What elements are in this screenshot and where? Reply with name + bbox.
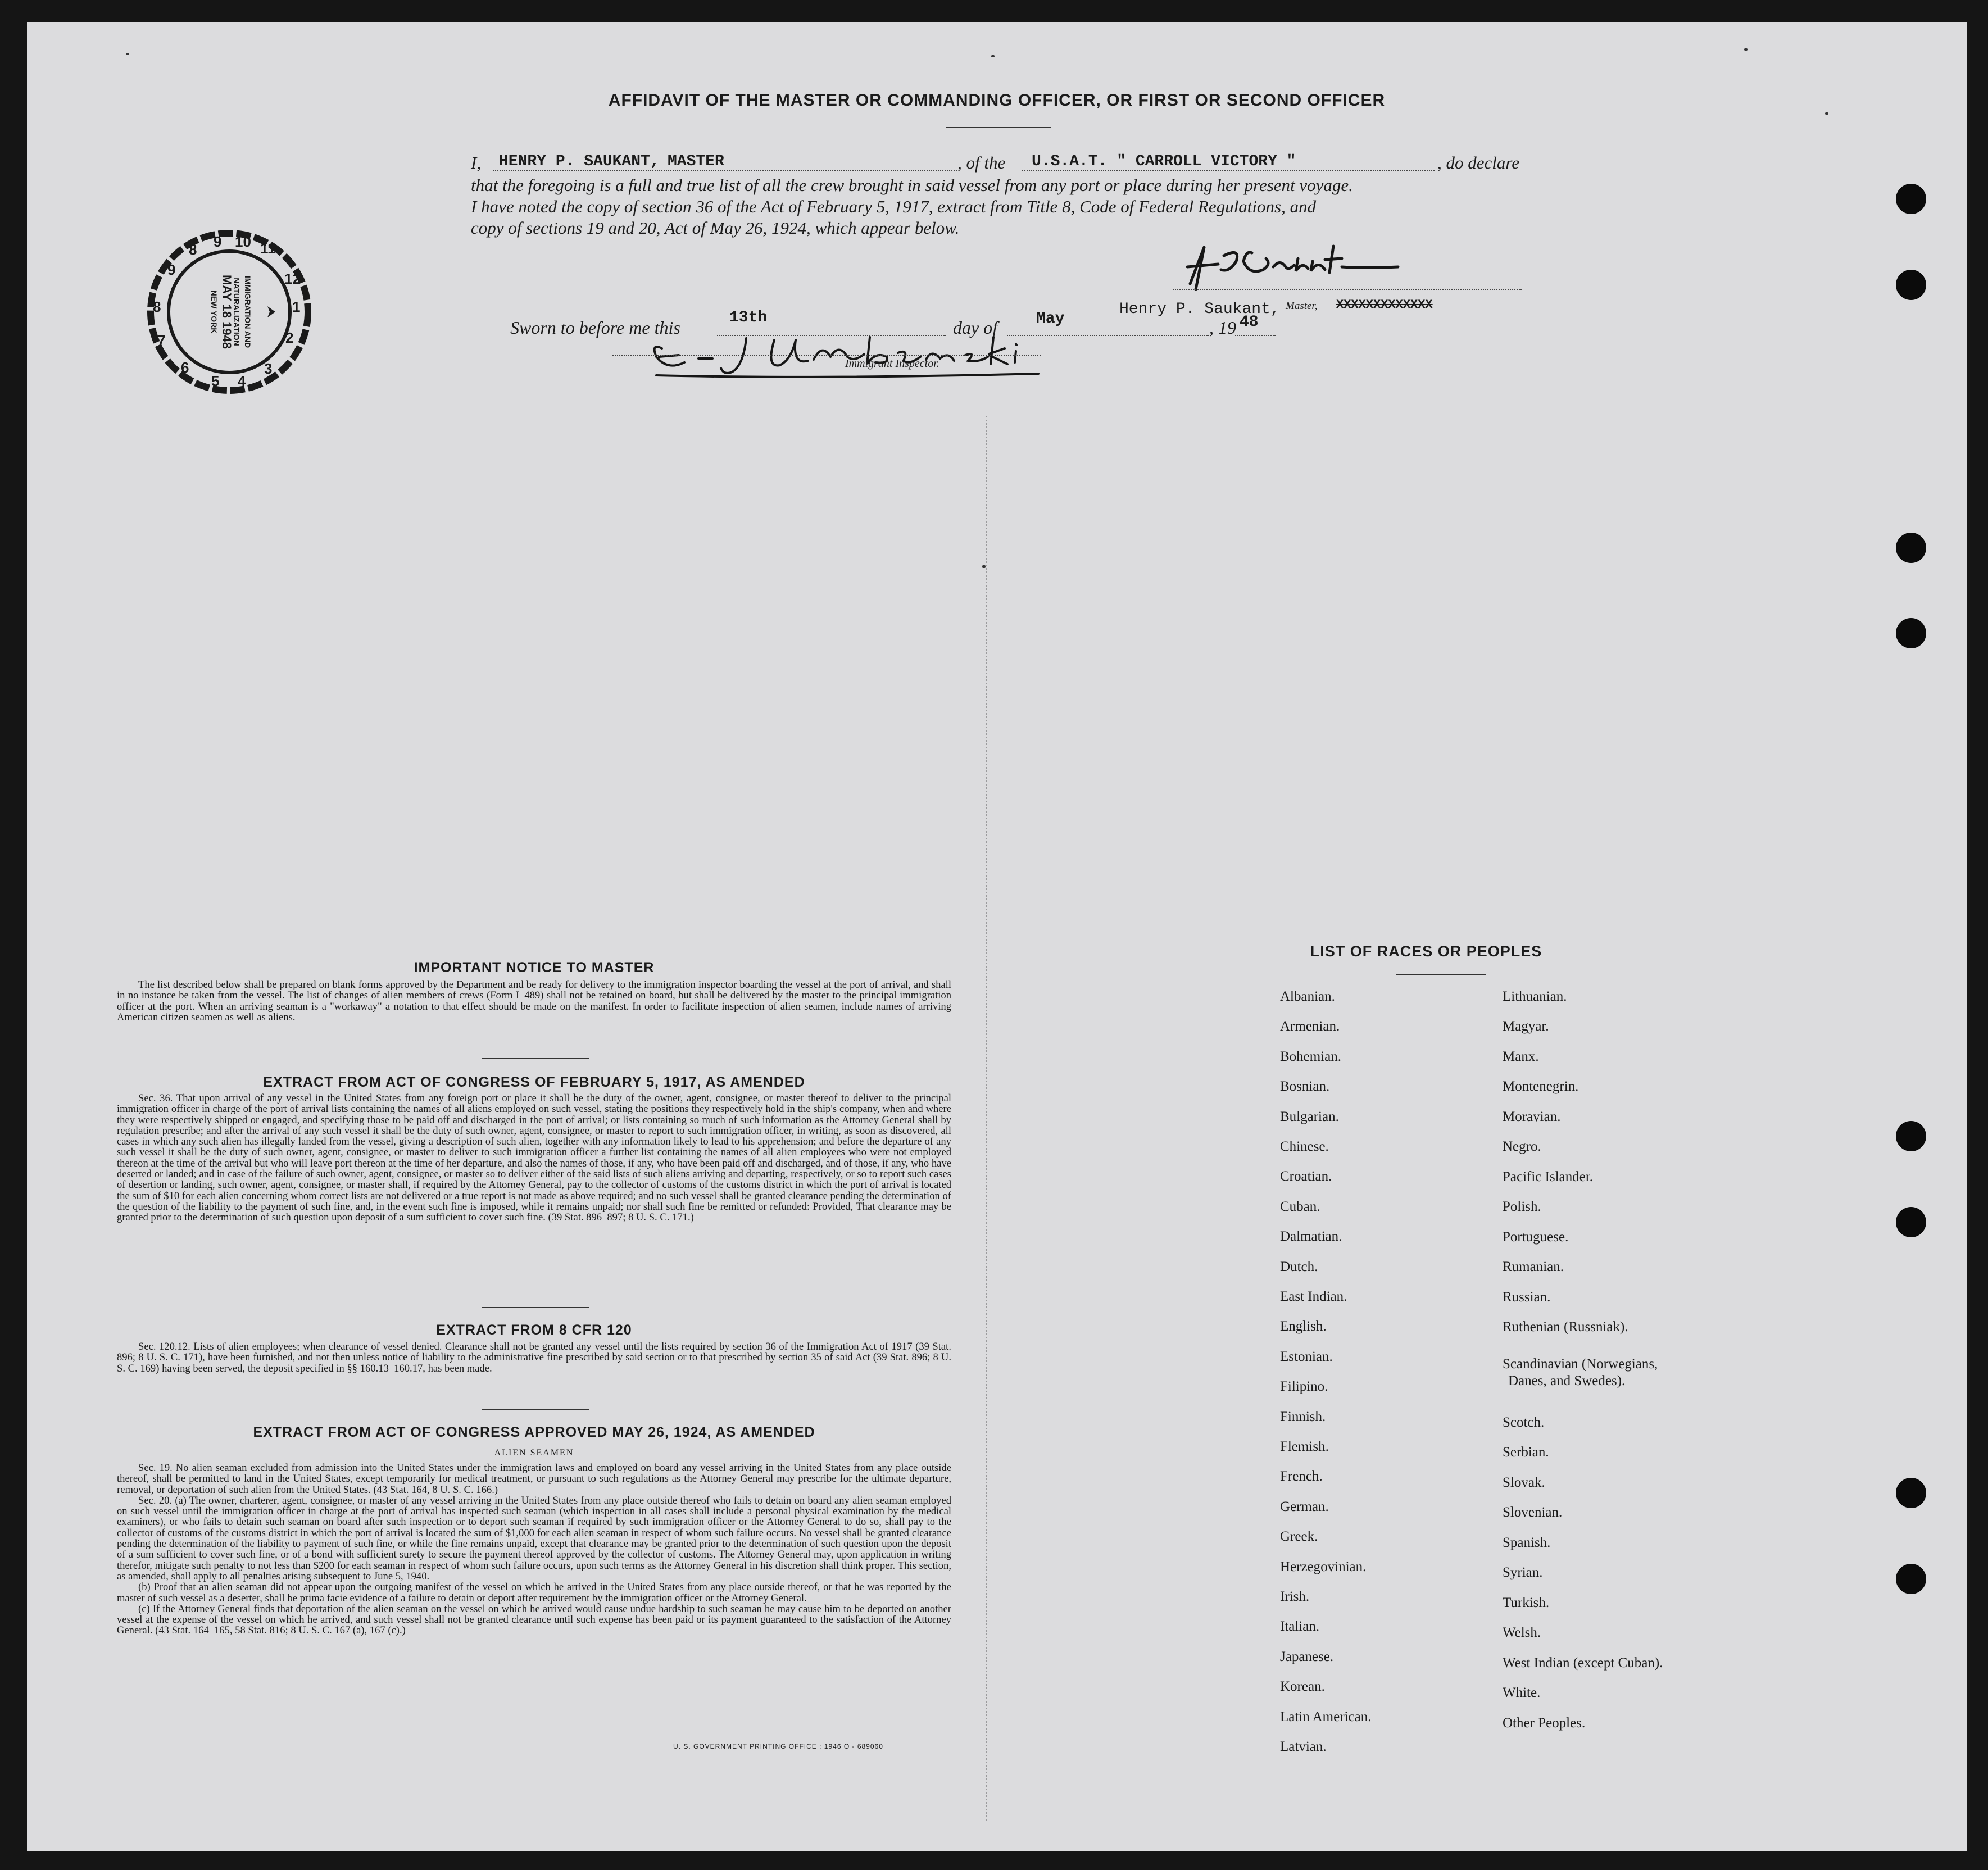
- extract-1917-text: [117, 1093, 951, 1223]
- page-fold: [986, 416, 987, 1821]
- race-item: Other Peoples.: [1503, 1715, 1586, 1731]
- race-item: Slovenian.: [1503, 1505, 1563, 1520]
- race-item: Spanish.: [1503, 1535, 1551, 1550]
- master-label: Master,: [1286, 300, 1318, 312]
- race-item: Estonian.: [1280, 1349, 1333, 1364]
- race-item: Manx.: [1503, 1049, 1539, 1064]
- race-item: Greek.: [1280, 1529, 1318, 1545]
- extract-1917-title: EXTRACT FROM ACT OF CONGRESS OF FEBRUARY 5, 1917, AS AMENDED: [263, 1074, 805, 1090]
- race-item: Irish.: [1280, 1589, 1310, 1604]
- sworn-year: 48: [1240, 314, 1259, 331]
- section-20b-paragraph: (b) Proof that an alien seaman did not appear upon the outgoing manifest of the vessel on which he arrived in the United States from any place outside thereof, or that he was reported by the master of such vessel as a deserter, shall be prima facie evidence of a failure to detain or deport after requirement by the immigration officer or the Attorney General.: [117, 1581, 951, 1604]
- inspector-signature: [645, 326, 1050, 382]
- declaration-line-4: copy of sections 19 and 20, Act of May 26, 1924, which appear below.: [471, 218, 960, 238]
- race-item: Slovak.: [1503, 1475, 1545, 1490]
- affidavit-title: AFFIDAVIT OF THE MASTER OR COMMANDING OFFICER, OR FIRST OR SECOND OFFICER: [608, 91, 1386, 110]
- race-item: Magyar.: [1503, 1019, 1549, 1034]
- document-page: [27, 22, 1967, 1851]
- binder-hole: [1896, 184, 1926, 214]
- svg-text:8: 8: [153, 298, 161, 315]
- master-signature-line: [1173, 289, 1522, 290]
- race-item: White.: [1503, 1685, 1541, 1700]
- of-the-label: , of the: [957, 153, 1006, 173]
- notice-title: IMPORTANT NOTICE TO MASTER: [414, 960, 655, 975]
- section-rule: [482, 1058, 589, 1059]
- svg-text:NATURALIZATION: NATURALIZATION: [232, 278, 241, 346]
- race-item: Cuban.: [1280, 1199, 1320, 1214]
- race-item: Welsh.: [1503, 1625, 1541, 1640]
- race-item: Japanese.: [1280, 1649, 1334, 1664]
- race-item: Lithuanian.: [1503, 989, 1567, 1004]
- race-item: Russian.: [1503, 1290, 1551, 1305]
- svg-text:3: 3: [264, 360, 273, 377]
- sworn-label: Sworn to before me this: [510, 317, 680, 338]
- master-rank: MASTER: [668, 153, 724, 170]
- name-dotted-line: [493, 170, 957, 171]
- race-item: Bulgarian.: [1280, 1109, 1339, 1124]
- race-item: Bohemian.: [1280, 1049, 1342, 1064]
- svg-text:10: 10: [235, 233, 251, 250]
- races-title-rule: [1396, 974, 1486, 975]
- day-of-label: day of: [953, 317, 998, 338]
- svg-text:6: 6: [181, 359, 189, 376]
- binder-hole: [1896, 270, 1926, 300]
- race-item: Croatian.: [1280, 1169, 1332, 1184]
- inspector-signature-line: [612, 355, 1041, 356]
- section-rule: [482, 1307, 589, 1308]
- title-rule: [946, 127, 1051, 128]
- race-item: Pacific Islander.: [1503, 1169, 1594, 1184]
- sworn-day: 13th: [729, 309, 768, 326]
- section-rule: [482, 1409, 589, 1410]
- race-item: Turkish.: [1503, 1595, 1550, 1610]
- svg-text:1: 1: [292, 298, 301, 315]
- svg-text:4: 4: [238, 373, 246, 389]
- svg-text:7: 7: [157, 332, 166, 349]
- declaration-prefix: I,: [471, 153, 482, 173]
- race-item: Rumanian.: [1503, 1259, 1564, 1274]
- extract-1924-text: [117, 1463, 951, 1636]
- race-item: East Indian.: [1280, 1289, 1347, 1304]
- sworn-month: May: [1036, 310, 1065, 328]
- speck: [1744, 48, 1748, 51]
- vessel-dotted-line: [1022, 170, 1435, 171]
- extract-cfr-text: [117, 1341, 951, 1374]
- section-20a-paragraph: Sec. 20. (a) The owner, charterer, agent, consignee, or master of any vessel arriving in the United States from any place outside thereof who fails to detain on board any alien seaman employed on such vessel until the immigration officer in charge at the port of arrival has inspected such seaman (which inspection in all cases shall include a personal physical examination by the medical examiners), or who fails to detain such seaman on board after such inspection or to deport such seaman if required by such immigration officer or the Attorney General to do so, shall pay to the collector of customs of the customs district in which the port of arrival is located the sum of $1,000 for each alien seaman in respect of whom such failure occurs. No vessel shall be granted clearance pending the determination of the liability to payment of such fine, or while the fine remains unpaid, except that clearance may be granted prior to the determination of such question upon the deposit of a sum sufficient to cover such fine, or of a bond with sufficient surety to secure the payment thereof approved by the collector of customs. The Attorney General may, upon application in writing therefor, mitigate such penalty to not less than $200 for each seaman in respect of whom such failure occurs, upon such terms as the Attorney General in his discretion shall think proper. This section, as amended, shall apply to all penalties arising subsequent to June 5, 1940.: [117, 1494, 951, 1582]
- binder-hole: [1896, 533, 1926, 563]
- declare-label: , do declare: [1437, 153, 1520, 173]
- race-item: Scotch.: [1503, 1415, 1545, 1430]
- race-item: Dutch.: [1280, 1259, 1318, 1274]
- race-item: Italian.: [1280, 1619, 1320, 1635]
- notice-text: [117, 979, 951, 1023]
- master-name: HENRY P. SAUKANT,: [499, 153, 660, 170]
- race-item: West Indian (except Cuban).: [1503, 1655, 1663, 1671]
- svg-text:5: 5: [211, 373, 220, 389]
- svg-text:2: 2: [285, 329, 294, 346]
- race-item: English.: [1280, 1319, 1327, 1335]
- speck: [991, 55, 995, 57]
- race-item: Ruthenian (Russniak).: [1503, 1319, 1628, 1335]
- alien-seamen-subtitle: ALIEN SEAMEN: [494, 1448, 574, 1458]
- race-item: German.: [1280, 1499, 1329, 1514]
- race-item: Negro.: [1503, 1139, 1541, 1154]
- race-item: Dalmatian.: [1280, 1229, 1342, 1245]
- binder-hole: [1896, 1478, 1926, 1508]
- year-prefix: , 19: [1209, 317, 1236, 338]
- svg-text:8: 8: [189, 241, 197, 258]
- binder-hole: [1896, 1207, 1926, 1237]
- binder-hole: [1896, 618, 1926, 648]
- svg-text:IMMIGRATION AND: IMMIGRATION AND: [243, 275, 252, 348]
- race-item: Portuguese.: [1503, 1229, 1569, 1245]
- race-item: Montenegrin.: [1503, 1079, 1579, 1094]
- speck: [126, 53, 129, 55]
- extract-cfr-title: EXTRACT FROM 8 CFR 120: [436, 1322, 632, 1338]
- binder-hole: [1896, 1564, 1926, 1594]
- race-item: Herzegovinian.: [1280, 1559, 1367, 1574]
- vessel-name: U.S.A.T. " CARROLL VICTORY ": [1032, 153, 1296, 170]
- race-item: Albanian.: [1280, 989, 1335, 1004]
- svg-text:9: 9: [167, 261, 176, 278]
- immigrant-inspector-label: Immigrant Inspector.: [845, 357, 939, 370]
- extract-1917-paragraph: Sec. 36. That upon arrival of any vessel in the United States from any foreign port or place it shall be the duty of the owner, agent, consignee, or master thereof to deliver to the principal immigration officer in charge of the port of arrival lists containing the names of all aliens employed on such vessel, stating the positions they respectively hold in the ship's company, when and where they were respectively shipped or engaged, and specifying those to be paid off and discharged in the port of arrival; or lists containing so much of such information as the Attorney General shall by regulation prescribe; and after the arrival of any such vessel it shall be the duty of such owner, agent, consignee, or master to report to such immigration officer, in writing, as soon as discovered, all cases in which any such alien has illegally landed from the vessel, giving a description of such alien, together with any information likely to lead to his apprehension; and before the departure of any such vessel it shall be the duty of such owner, agent, consignee, or master to deliver to such immigration officer a further list containing the names of all alien employees who were not employed thereon at the time of the arrival but who will leave port thereon at the time of her departure, and also the names of those, if any, who have been paid off and discharged, and of those, if any, who have deserted or landed; and in case of the failure of such owner, agent, consignee, or master so to deliver either of the said lists of such aliens arriving and departing, respectively, or so to report such cases of desertion or landing, such owner, agent, consignee, or master shall, if required by the Attorney General, pay to the collector of customs of the customs district in which the port of arrival is located the sum of $10 for each alien concerning whom correct lists are not delivered or a true report is not made as above required; and no such vessel shall be granted clearance pending the determination of the question of the liability to the payment of such fine, and, in the event such fine is imposed, while it remains unpaid; nor shall such fine be remitted or refunded: Provided, That clearance may be granted prior to the determination of such question upon deposit of a sum sufficient to cover such fine. (39 Stat. 896–897; 8 U. S. C. 171.): [117, 1092, 951, 1224]
- svg-text:9: 9: [214, 233, 222, 250]
- extract-cfr-paragraph: Sec. 120.12. Lists of alien employees; when clearance of vessel denied. Clearance shall not be granted any vessel until the lists required by section 36 of the Immigration Act of 1917 (39 Stat. 896; 8 U. S. C. 171), have been furnished, and not then unless notice of liability to the administrative fine prescribed by said section or to that prescribed by section 35 of said Act (39 Stat. 896; 8 U. S. C. 169) having been served, the deposit specified in §§ 160.13–160.17, has been made.: [117, 1341, 951, 1374]
- race-item: Moravian.: [1503, 1109, 1561, 1124]
- race-item: Scandinavian (Norwegians,: [1503, 1356, 1658, 1372]
- race-item: Polish.: [1503, 1199, 1541, 1214]
- svg-text:NEW YORK: NEW YORK: [210, 290, 219, 334]
- notice-paragraph: The list described below shall be prepared on blank forms approved by the Department and be ready for delivery to the immigration inspector boarding the vessel at the port of arrival, and shall in no instance be taken from the vessel. The list of changes of alien members of crews (Form I–489) shall not be retained on board, but shall be delivered by the master to the principal immigration officer at the port. When an arriving seaman is a "workaway" a notation to that effect should be made on the manifest. In order to facilitate inspection of alien seamen, include names of arriving American citizen seamen as well as aliens.: [117, 979, 951, 1023]
- declaration-line-3: I have noted the copy of section 36 of the Act of February 5, 1917, extract from Title 8, Code of Federal Regulations, and: [471, 197, 1317, 216]
- race-item: Latin American.: [1280, 1709, 1372, 1724]
- races-list-title: LIST OF RACES OR PEOPLES: [1310, 943, 1542, 960]
- section-19-paragraph: Sec. 19. No alien seaman excluded from admission into the United States under the immigration laws and employed on board any vessel arriving in the United States from any place outside thereof, shall be permitted to land in the United States, except temporarily for medical treatment, or pursuant to such regulations as the Attorney General may prescribe for the ultimate departure, removal, or deportation of such alien from the United States. (43 Stat. 164, 8 U. S. C. 166.): [117, 1462, 951, 1496]
- race-item: Armenian.: [1280, 1019, 1340, 1034]
- binder-hole: [1896, 1121, 1926, 1151]
- extract-1924-title: EXTRACT FROM ACT OF CONGRESS APPROVED MAY 26, 1924, AS AMENDED: [253, 1424, 815, 1440]
- printing-office-imprint: U. S. GOVERNMENT PRINTING OFFICE : 1946 O - 689060: [673, 1742, 883, 1750]
- inspection-date-stamp: [145, 228, 314, 396]
- race-item: Bosnian.: [1280, 1079, 1330, 1095]
- struck-title: XXXXXXXXXXXXX: [1336, 298, 1433, 312]
- signer-typed-name: Henry P. Saukant,: [1119, 301, 1280, 318]
- race-item: Filipino.: [1280, 1379, 1328, 1395]
- svg-text:11: 11: [260, 240, 276, 257]
- race-item: Syrian.: [1503, 1565, 1543, 1580]
- race-item: Flemish.: [1280, 1439, 1329, 1454]
- stamp-date: MAY 18 1948: [220, 274, 234, 350]
- sworn-year-line: [1235, 335, 1276, 336]
- svg-text:12: 12: [284, 270, 301, 287]
- race-item: Finnish.: [1280, 1409, 1326, 1424]
- race-item: Danes, and Swedes).: [1508, 1373, 1626, 1388]
- race-item: Korean.: [1280, 1679, 1325, 1695]
- speck: [1825, 112, 1828, 115]
- race-item: Serbian.: [1503, 1445, 1549, 1460]
- race-item: French.: [1280, 1469, 1323, 1485]
- section-20c-paragraph: (c) If the Attorney General finds that deportation of the alien seaman on the vessel on which he arrived would cause undue hardship to such seaman he may cause him to be deported on another vessel at the expense of the vessel on which he arrived, and such vessel shall not be granted clearance until such expense has been paid or its payment guaranteed to the satisfaction of the Attorney General. (43 Stat. 164–165, 58 Stat. 816; 8 U. S. C. 167 (a), 167 (c).): [117, 1603, 951, 1637]
- race-item: Chinese.: [1280, 1139, 1329, 1154]
- race-item: Latvian.: [1280, 1739, 1327, 1754]
- declaration-line-2: that the foregoing is a full and true list of all the crew brought in said vessel from any port or place during her present voyage.: [471, 175, 1353, 195]
